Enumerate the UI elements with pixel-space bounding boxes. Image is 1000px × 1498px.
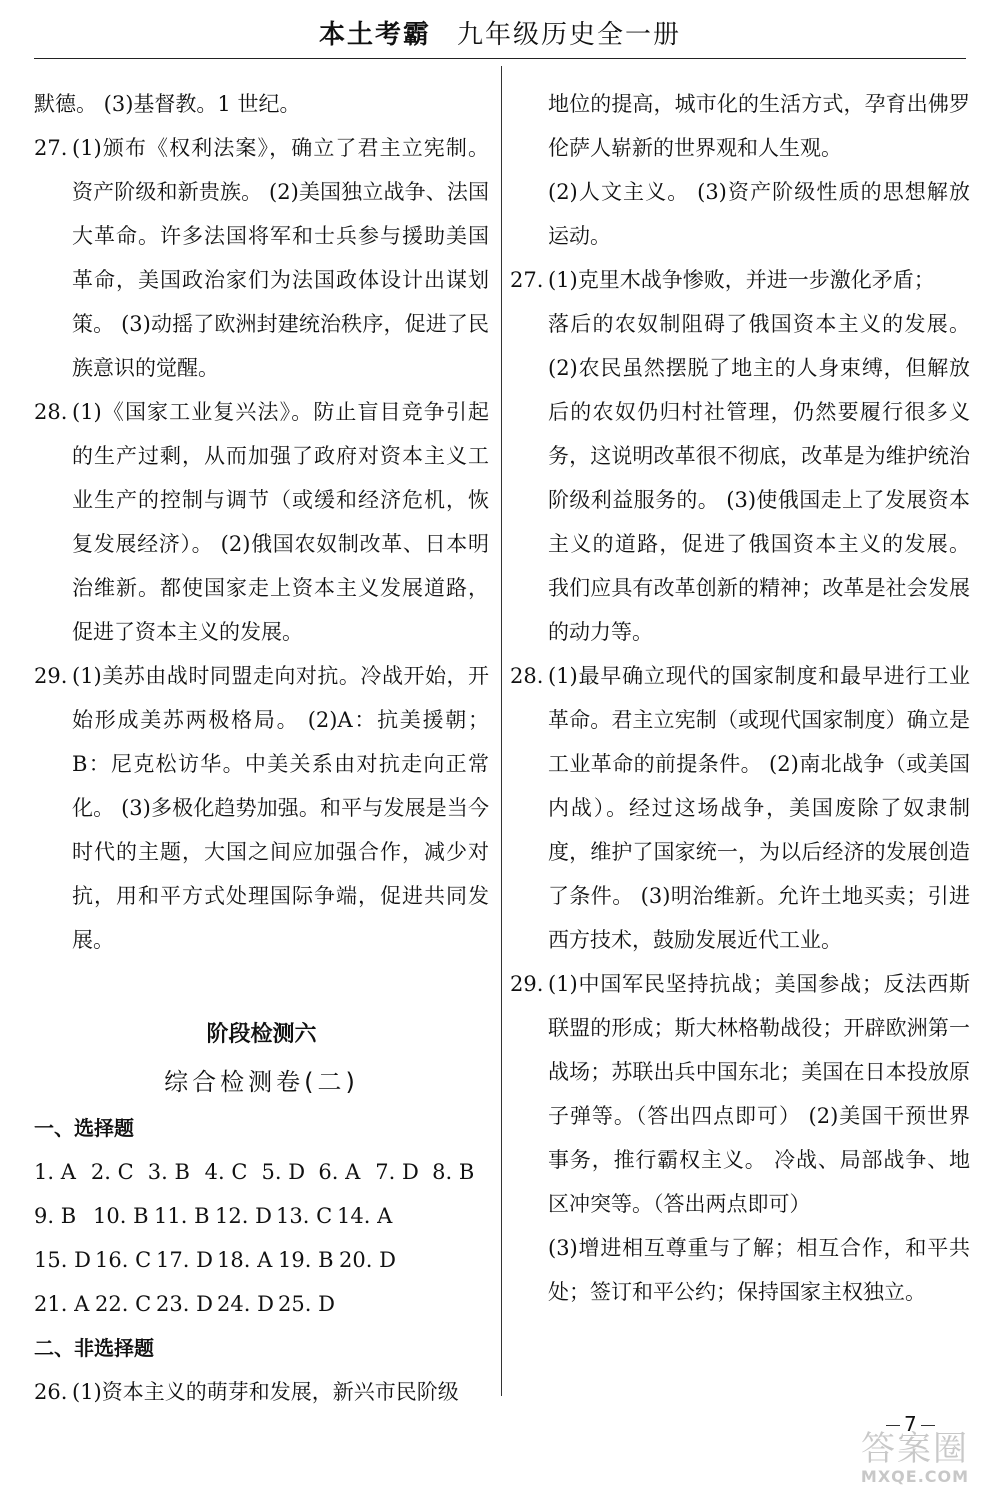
answer-row-4 [34, 1282, 489, 1326]
answer-item: 8. B [432, 1160, 475, 1184]
answer-item: 25. D [278, 1292, 335, 1316]
answer-row-3 [34, 1238, 489, 1282]
answer-item: 12. D [215, 1204, 272, 1228]
answer-item: 6. A [318, 1160, 361, 1184]
question-answer-text: (1)颁布《权利法案》，确立了君主立宪制。资产阶级和新贵族。 (2)美国独立战争、法国大革命。许多法国将军和士兵参与援助美国革命，美国政治家们为法国政体设计出谋划策。 (3)动摇了欧洲封建统治秩序，促进了民族意识的觉醒。 [72, 136, 489, 380]
question-answer-text: (1)中国军民坚持抗战；美国参战；反法西斯联盟的形成；斯大林格勒战役；开辟欧洲第一战场；苏联出兵中国东北；美国在日本投放原子弹等。（答出四点即可） (2)美国干预世界事务，推行霸权主义。 冷战、局部战争、地区冲突等。（答出两点即可） [548, 972, 970, 1216]
question-28-left [34, 390, 489, 654]
answer-item: 23. D [156, 1292, 213, 1316]
answer-item: 13. C [276, 1204, 333, 1228]
question-26-left [34, 1370, 489, 1414]
answer-item: 17. D [156, 1248, 213, 1272]
question-answer-text: (1)克里木战争惨败，并进一步激化矛盾； [548, 268, 935, 292]
answer-item: 15. D [34, 1248, 91, 1272]
right-column [510, 82, 977, 1314]
header-subtitle: 九年级历史全一册 [457, 20, 682, 50]
question-number: 27. [510, 268, 544, 292]
answer-item: 18. A [217, 1248, 273, 1272]
header-rule [34, 58, 966, 59]
page-number: 7 [882, 1412, 939, 1436]
answer-item: 10. B [93, 1204, 149, 1228]
answer-item: 20. D [339, 1248, 396, 1272]
answer-item: 22. C [95, 1292, 152, 1316]
section-subtitle: 综合检测卷(二) [164, 1068, 359, 1096]
part-1-title: 一、选择题 [34, 1116, 134, 1140]
header-brand: 本土考霸 [318, 20, 431, 50]
watermark-logo-icon: 答案圈 [861, 1429, 969, 1469]
part-2-title: 二、非选择题 [34, 1336, 154, 1360]
answer-item: 5. D [261, 1160, 306, 1184]
answer-item: 2. C [90, 1160, 134, 1184]
section-spacer [34, 962, 489, 1012]
q27-continuation: 落后的农奴制阻碍了俄国资本主义的发展。 (2)农民虽然摆脱了地主的人身束缚，但解放后的农奴仍归村社管理，仍然要履行很多义务，这说明改革很不彻底，改革是为维护统治阶级利益服务的。 (3)使俄国走上了发展资本主义的道路，促进了俄国资本主义的发展。 我们应具有改革创新的精神；改革是社会发展的动力等。 [548, 312, 977, 644]
answer-item: 16. C [95, 1248, 152, 1272]
answer-item: 24. D [217, 1292, 274, 1316]
answer-item: 4. C [204, 1160, 248, 1184]
left-intro-text: 默德。 (3)基督教。1 世纪。 [34, 92, 301, 116]
question-number: 26. [34, 1380, 68, 1404]
q26-continuation: 地位的提高，城市化的生活方式，孕育出佛罗伦萨人崭新的世界观和人生观。 [548, 92, 970, 160]
answer-item: 9. B [34, 1204, 77, 1228]
answer-row-1 [34, 1150, 489, 1194]
answer-row-2 [34, 1194, 489, 1238]
q26-continuation-2: (2)人文主义。 (3)资产阶级性质的思想解放运动。 [548, 180, 970, 248]
column-divider [501, 66, 502, 1396]
answer-item: 14. A [337, 1204, 393, 1228]
section-title: 阶段检测六 [206, 1022, 317, 1047]
answer-item: 21. A [34, 1292, 90, 1316]
question-27-right [510, 258, 970, 302]
question-answer-text: (1)资本主义的萌芽和发展，新兴市民阶级 [72, 1380, 459, 1404]
question-answer-text: (1)《国家工业复兴法》。防止盲目竞争引起的生产过剩，从而加强了政府对资本主义工业生产的控制与调节（或缓和经济危机，恢复发展经济）。 (2)俄国农奴制改革、日本明治维新。都使国家走上资本主义发展道路，促进了资本主义的发展。 [72, 400, 489, 644]
watermark [845, 1430, 985, 1490]
question-answer-text: (1)美苏由战时同盟走向对抗。冷战开始，开始形成美苏两极格局。 (2)A：抗美援朝；B：尼克松访华。中美关系由对抗走向正常化。 (3)多极化趋势加强。和平与发展是当今时代的主题，大国之间应加强合作，减少对抗，用和平方式处理国际争端，促进共同发展。 [72, 664, 489, 952]
page-header [0, 14, 1000, 51]
answer-item: 1. A [34, 1160, 76, 1184]
q29-continuation: (3)增进相互尊重与了解；相互合作，和平共处；签订和平公约；保持国家主权独立。 [548, 1236, 970, 1304]
question-28-right [510, 654, 970, 962]
question-answer-text: (1)最早确立现代的国家制度和最早进行工业革命。君主立宪制（或现代国家制度）确立是工业革命的前提条件。 (2)南北战争（或美国内战）。经过这场战争，美国废除了奴隶制度，维护了国家统一，为以后经济的发展创造了条件。 (3)明治维新。允许土地买卖；引进西方技术，鼓励发展近代工业。 [548, 664, 970, 952]
question-number: 29. [510, 972, 544, 996]
question-29-right [510, 962, 970, 1226]
left-column [34, 82, 489, 1414]
question-number: 28. [34, 400, 68, 424]
answer-item: 11. B [154, 1204, 210, 1228]
question-number: 29. [34, 664, 68, 688]
question-27-left [34, 126, 489, 390]
question-29-left [34, 654, 489, 962]
question-number: 28. [510, 664, 544, 688]
watermark-site: MXQE.COM [860, 1467, 970, 1486]
answer-item: 7. D [375, 1160, 419, 1184]
answer-item: 19. B [278, 1248, 334, 1272]
answer-item: 3. B [147, 1160, 190, 1184]
question-number: 27. [34, 136, 68, 160]
